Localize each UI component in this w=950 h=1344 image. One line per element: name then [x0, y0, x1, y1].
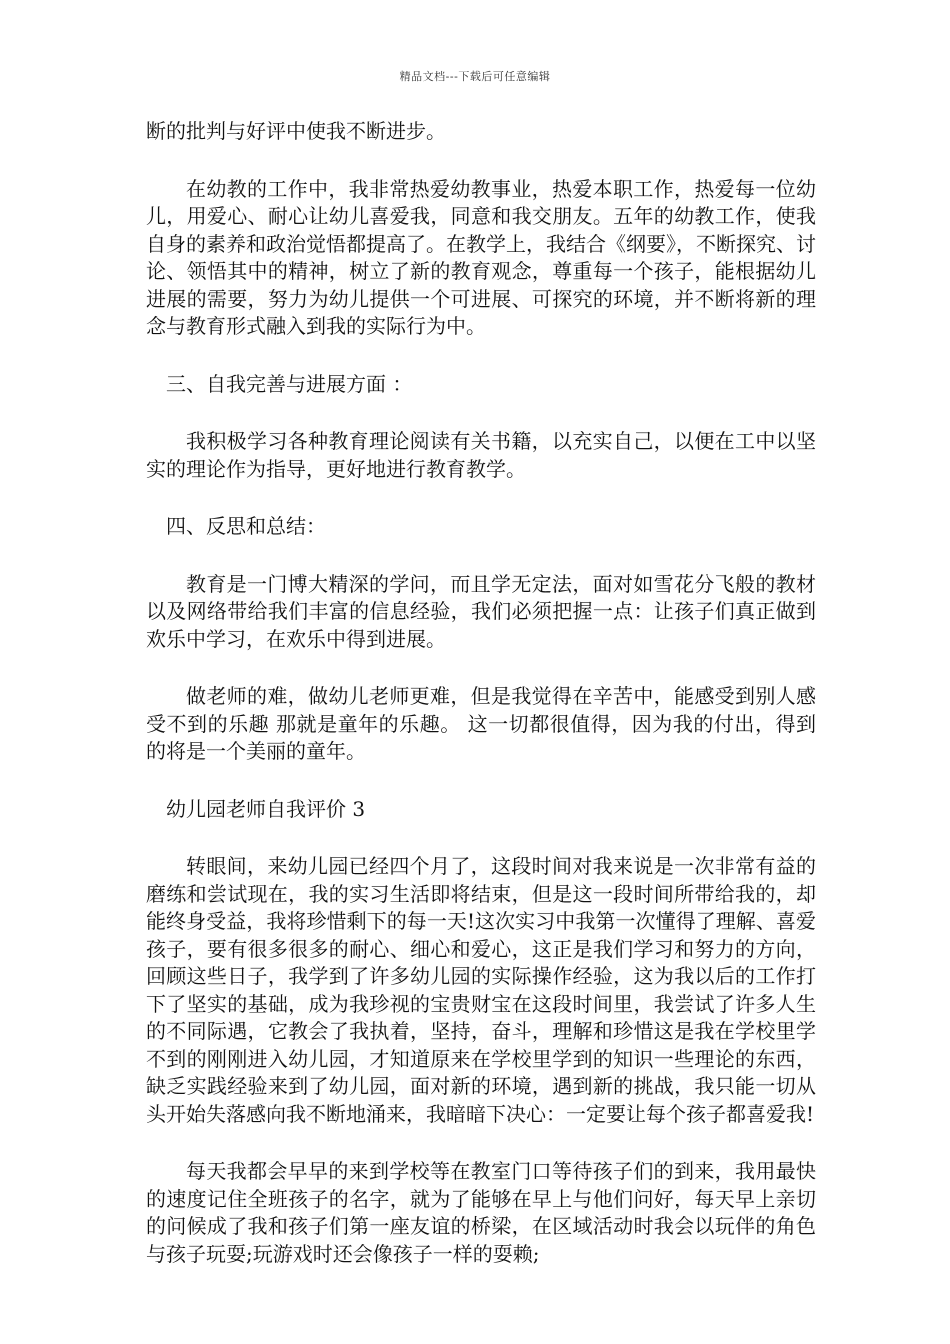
paragraph-education: 教育是一门博大精深的学问，而且学无定法，面对如雪花分飞般的教材以及网络带给我们丰富的信息经验，我们必须把握一点：让孩子们真正做到欢乐中学习，在欢乐中得到进展。: [146, 571, 816, 651]
paragraph-continued: 断的批判与好评中使我不断进步。: [146, 119, 446, 143]
paragraph-internship: 转眼间，来幼儿园已经四个月了，这段时间对我来说是一次非常有益的磨练和尝试现在，我的实习生活即将结束，但是这一段时间所带给我的，却能终身受益，我将珍惜剩下的每一天!这次实习中我第一次懂得了理解、喜爱孩子，要有很多很多的耐心、细心和爱心，这正是我们学习和努力的方向，回顾这些日子，我学到了许多幼儿园的实际操作经验，这为我以后的工作打下了坚实的基础，成为我珍视的宝贵财宝在这段时间里，我尝试了许多人生的不同际遇，它教会了我执着，坚持，奋斗，理解和珍惜这是我在学校里学不到的刚刚进入幼儿园，才知道原来在学校里学到的知识一些理论的东西，缺乏实践经验来到了幼儿园，面对新的环境，遇到新的挑战，我只能一切从头开始失落感向我不断地涌来，我暗暗下决心：一定要让每个孩子都喜爱我!: [146, 854, 816, 1126]
page-header: 精品文档---下载后可任意编辑: [399, 70, 551, 83]
paragraph-daily-routine: 每天我都会早早的来到学校等在教室门口等待孩子们的到来，我用最快的速度记住全班孩子的名字，就为了能够在早上与他们问好，每天早上亲切的问候成了我和孩子们第一座友谊的桥梁，在区域活动时我会以玩伴的角色与孩子玩耍;玩游戏时还会像孩子一样的耍赖;: [146, 1159, 816, 1266]
document-body: [146, 118, 816, 1298]
section-heading-reflection: 四、反思和总结：: [166, 514, 326, 538]
section-heading-self-improvement: 三、自我完善与进展方面 ：: [166, 371, 413, 396]
article-title-evaluation-3: 幼儿园老师自我评价 3: [166, 796, 366, 821]
paragraph-teacher-difficulty: 做老师的难，做幼儿老师更难，但是我觉得在辛苦中，能感受到别人感受不到的乐趣 那就是童年的乐趣。 这一切都很值得，因为我的付出，得到的将是一个美丽的童年。: [146, 684, 816, 763]
paragraph-study-theory: 我积极学习各种教育理论阅读有关书籍，以充实自己，以便在工中以坚实的理论作为指导，更好地进行教育教学。: [146, 429, 816, 481]
paragraph-teaching-work: 在幼教的工作中，我非常热爱幼教事业，热爱本职工作，热爱每一位幼儿，用爱心、耐心让幼儿喜爱我，同意和我交朋友。五年的幼教工作，使我自身的素养和政治觉悟都提高了。在教学上，我结合《纲要》，不断探究、讨论、领悟其中的精神，树立了新的教育观念，尊重每一个孩子，能根据幼儿进展的需要，努力为幼儿提供一个可进展、可探究的环境，并不断将新的理念与教育形式融入到我的实际行为中。: [146, 176, 816, 338]
